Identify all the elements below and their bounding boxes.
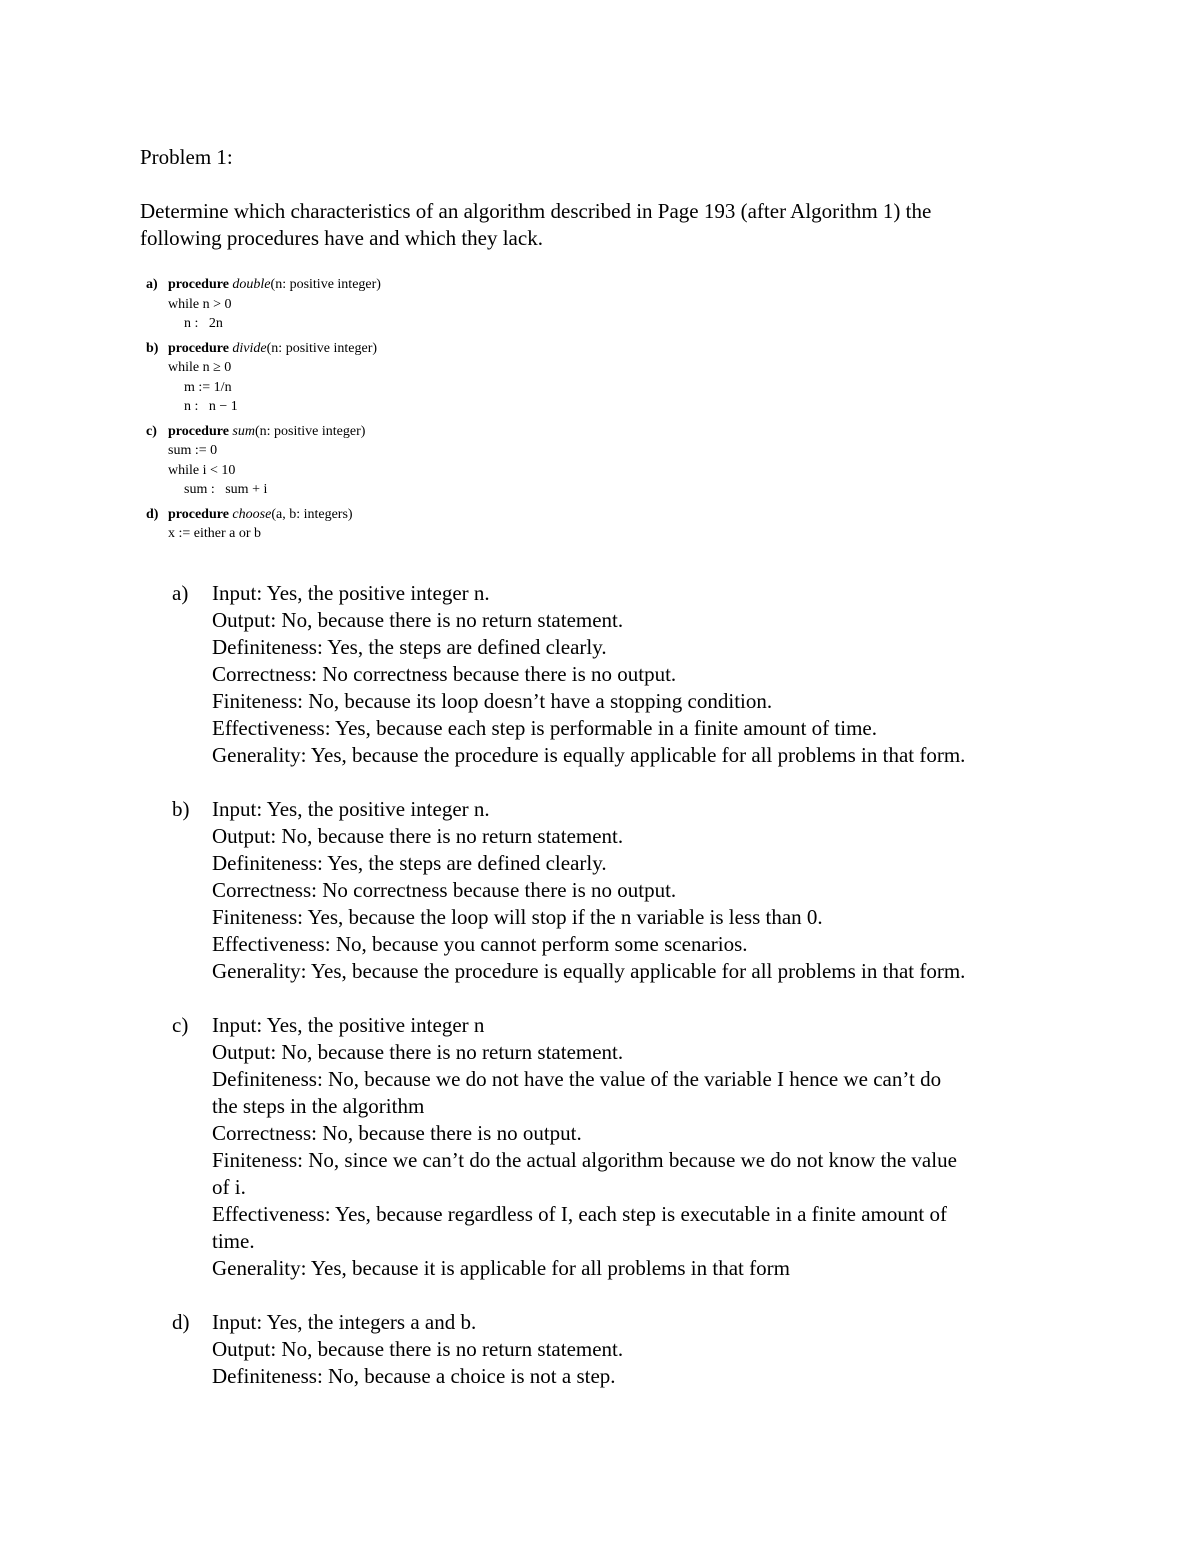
code-line: n : 2n [184,316,223,331]
keyword-procedure: procedure [168,506,229,522]
answer-a [172,580,1072,769]
procedure-name: choose [232,506,272,522]
procedure-b [146,339,476,417]
answer-letter: c) [172,1013,189,1037]
procedure-params: (a, b: integers) [271,506,353,522]
answer-line: Output: No, because there is no return statement. [212,1040,624,1064]
procedure-name: divide [232,340,267,356]
procedures-figure [146,275,476,549]
intro-line: following procedures have and which they lack. [140,226,543,250]
answer-letter: a) [172,581,189,605]
procedure-label: a) [146,277,158,292]
procedure-d [146,505,476,544]
answer-letter: b) [172,797,190,821]
answer-line: Effectiveness: Yes, because each step is performable in a finite amount of time. [212,716,877,740]
answer-line: the steps in the algorithm [212,1094,425,1118]
procedure-params: (n: positive integer) [266,340,378,356]
answer-line: Definiteness: No, because a choice is not a step. [212,1364,616,1388]
procedure-label: c) [146,423,157,439]
procedure-name: sum [232,423,255,439]
procedure-name: double [232,277,271,292]
answer-list [172,580,1072,1417]
problem-title: Problem 1: [140,145,233,169]
answer-line: Output: No, because there is no return statement. [212,608,624,632]
intro-line: Determine which characteristics of an algorithm described in Page 193 (after Algorithm 1) the [140,199,932,223]
answer-line: Input: Yes, the integers a and b. [212,1310,477,1334]
answer-c [172,1012,1072,1282]
answer-line: Input: Yes, the positive integer n [212,1013,485,1037]
code-line: while i < 10 [168,462,236,478]
answer-line: Correctness: No correctness because there is no output. [212,662,677,686]
answer-line: Effectiveness: No, because you cannot perform some scenarios. [212,932,748,956]
answer-line: Correctness: No, because there is no output. [212,1121,582,1145]
procedure-label: d) [146,506,159,522]
answer-d [172,1309,1072,1390]
answer-line: Effectiveness: Yes, because regardless of I, each step is executable in a finite amount of [212,1202,947,1226]
keyword-procedure: procedure [168,277,229,292]
code-line: m := 1/n [184,379,232,395]
answer-line: Finiteness: No, because its loop doesn’t have a stopping condition. [212,689,773,713]
answer-b [172,796,1072,985]
answer-line: Definiteness: No, because we do not have the value of the variable I hence we can’t do [212,1067,942,1091]
answer-letter: d) [172,1310,190,1334]
answer-line: Output: No, because there is no return statement. [212,824,624,848]
answer-line: Definiteness: Yes, the steps are defined clearly. [212,851,607,875]
answer-line: of i. [212,1175,246,1199]
keyword-procedure: procedure [168,340,229,356]
answer-line: Finiteness: Yes, because the loop will stop if the n variable is less than 0. [212,905,823,929]
procedure-params: (n: positive integer) [254,423,366,439]
code-line: sum := 0 [168,443,218,458]
code-line: while n ≥ 0 [168,360,232,375]
answer-line: Generality: Yes, because the procedure is equally applicable for all problems in that form. [212,743,966,767]
code-line: sum : sum + i [184,482,268,497]
answer-line: Output: No, because there is no return statement. [212,1337,624,1361]
answer-line: Input: Yes, the positive integer n. [212,581,490,605]
answer-line: Input: Yes, the positive integer n. [212,797,490,821]
answer-line: Generality: Yes, because it is applicable for all problems in that form [212,1256,790,1280]
procedure-label: b) [146,340,159,356]
procedure-a [146,275,476,334]
code-line: while n > 0 [168,296,232,312]
answer-line: time. [212,1229,255,1253]
answer-line: Definiteness: Yes, the steps are defined clearly. [212,635,607,659]
keyword-procedure: procedure [168,423,229,439]
answer-line: Correctness: No correctness because there is no output. [212,878,677,902]
answer-line: Generality: Yes, because the procedure is equally applicable for all problems in that form. [212,959,966,983]
code-line: n : n − 1 [184,399,238,414]
problem-intro [140,198,1060,252]
procedure-params: (n: positive integer) [270,277,381,292]
answer-line: Finiteness: No, since we can’t do the actual algorithm because we do not know the value [212,1148,957,1172]
code-line: x := either a or b [168,526,262,541]
procedure-c [146,422,476,500]
